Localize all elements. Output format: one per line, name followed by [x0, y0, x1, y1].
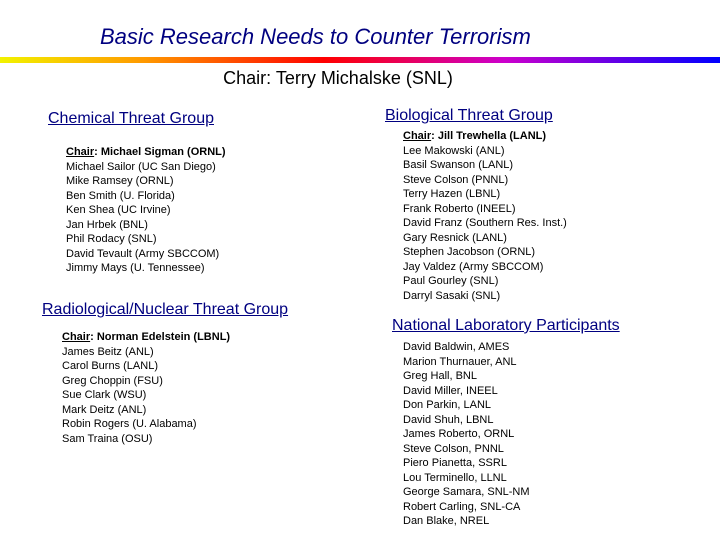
list-item: Greg Hall, BNL — [403, 370, 477, 382]
list-item: Phil Rodacy (SNL) — [66, 233, 157, 245]
list-item: Paul Gourley (SNL) — [403, 275, 499, 287]
national-labs-list — [403, 340, 620, 529]
list-item: Jimmy Mays (U. Tennessee) — [66, 262, 205, 274]
chemical-threat-group — [48, 110, 226, 276]
list-item: Sam Traina (OSU) — [62, 432, 153, 445]
list-item: Mike Ramsey (ORNL) — [66, 175, 174, 187]
list-item: Lee Makowski (ANL) — [403, 144, 505, 157]
rainbow-divider — [0, 57, 720, 63]
list-item: Carol Burns (LANL) — [62, 360, 158, 372]
radiological-chair — [62, 330, 288, 345]
chemical-member-list — [66, 145, 226, 276]
list-item: David Shuh, LBNL — [403, 413, 494, 426]
national-labs-heading: National Laboratory Participants — [392, 317, 620, 334]
biological-chair — [403, 129, 567, 144]
list-item: Darryl Sasaki (SNL) — [403, 289, 501, 302]
chair-label: Chair — [66, 146, 95, 158]
list-item: Stephen Jacobson (ORNL) — [403, 246, 536, 258]
list-item: Don Parkin, LANL — [403, 399, 492, 411]
chair-label: Chair — [403, 130, 432, 142]
list-item: Terry Hazen (LBNL) — [403, 188, 501, 200]
chair-name: : Norman Edelstein (LBNL) — [90, 331, 231, 343]
list-item: Ben Smith (U. Florida) — [66, 189, 175, 202]
chair-name: : Michael Sigman (ORNL) — [94, 146, 226, 158]
chemical-chair — [66, 145, 226, 160]
list-item: Steve Colson (PNNL) — [403, 173, 509, 186]
list-item: Lou Terminello, LLNL — [403, 471, 507, 484]
biological-member-list — [403, 129, 567, 303]
list-item: Gary Resnick (LANL) — [403, 231, 507, 244]
list-item: Michael Sailor (UC San Diego) — [66, 160, 216, 173]
list-item: Steve Colson, PNNL — [403, 442, 504, 455]
chemical-heading: Chemical Threat Group — [48, 110, 214, 127]
biological-heading: Biological Threat Group — [385, 107, 553, 124]
list-item: David Franz (Southern Res. Inst.) — [403, 217, 567, 229]
list-item: Jan Hrbek (BNL) — [66, 218, 148, 231]
list-item: James Beitz (ANL) — [62, 345, 154, 358]
list-item: Mark Deitz (ANL) — [62, 403, 147, 416]
list-item: Robert Carling, SNL-CA — [403, 500, 521, 513]
list-item: Ken Shea (UC Irvine) — [66, 204, 171, 216]
page-title: Basic Research Needs to Counter Terrorism — [100, 24, 531, 49]
chair-label: Chair — [62, 331, 91, 343]
list-item: George Samara, SNL-NM — [403, 486, 530, 498]
biological-threat-group — [385, 107, 567, 303]
list-item: Sue Clark (WSU) — [62, 389, 147, 401]
radiological-nuclear-threat-group — [42, 301, 288, 446]
list-item: David Baldwin, AMES — [403, 341, 510, 353]
national-laboratory-participants — [392, 317, 620, 529]
list-item: Dan Blake, NREL — [403, 515, 490, 527]
list-item: David Miller, INEEL — [403, 384, 498, 397]
radiological-heading: Radiological/Nuclear Threat Group — [42, 301, 289, 318]
overall-chair: Chair: Terry Michalske (SNL) — [223, 68, 453, 88]
radiological-member-list — [62, 330, 288, 446]
list-item: Robin Rogers (U. Alabama) — [62, 418, 197, 430]
chair-name: : Jill Trewhella (LANL) — [431, 130, 547, 142]
list-item: Greg Choppin (FSU) — [62, 374, 163, 387]
list-item: Piero Pianetta, SSRL — [403, 457, 507, 469]
list-item: Frank Roberto (INEEL) — [403, 202, 516, 215]
list-item: David Tevault (Army SBCCOM) — [66, 247, 220, 260]
list-item: Marion Thurnauer, ANL — [403, 355, 517, 368]
list-item: Basil Swanson (LANL) — [403, 159, 514, 171]
list-item: Jay Valdez (Army SBCCOM) — [403, 260, 544, 273]
list-item: James Roberto, ORNL — [403, 428, 515, 440]
